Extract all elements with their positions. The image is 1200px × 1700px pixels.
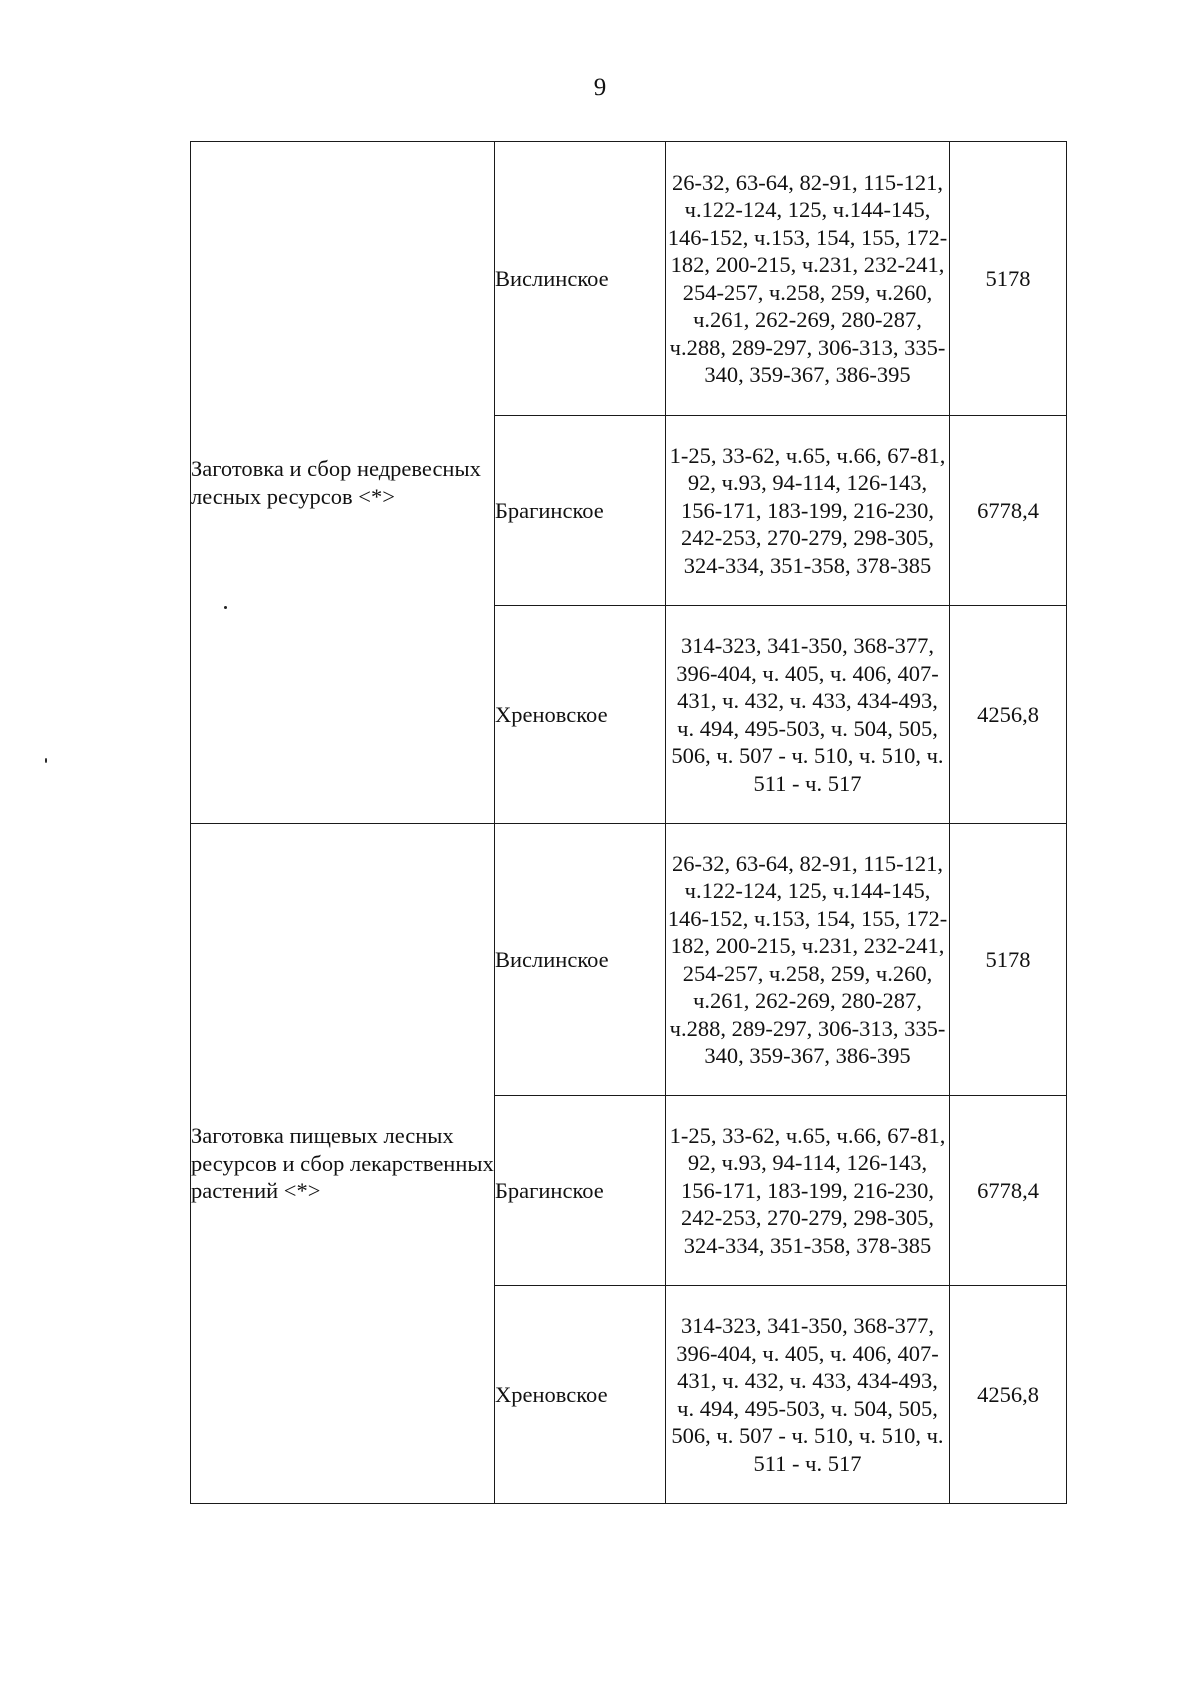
quarters-cell: 1-25, 33-62, ч.65, ч.66, 67-81, 92, ч.93, 94-114, 126-143, 156-171, 183-199, 216-230, 242-253, 270-279, 298-305, 324-334, 351-358, 378-385 — [666, 1096, 950, 1286]
forestry-cell: Брагинское — [495, 1096, 666, 1286]
quarters-cell: 26-32, 63-64, 82-91, 115-121, ч.122-124, 125, ч.144-145, 146-152, ч.153, 154, 155, 172-182, 200-215, ч.231, 232-241, 254-257, ч.258, 259, ч.260, ч.261, 262-269, 280-287, ч.288, 289-297, 306-313, 335-340, 359-367, 386-395 — [666, 142, 950, 416]
forestry-cell: Брагинское — [495, 416, 666, 606]
forestry-cell: Хреновское — [495, 1286, 666, 1504]
scan-speck — [224, 606, 227, 609]
quarters-cell: 314-323, 341-350, 368-377, 396-404, ч. 405, ч. 406, 407-431, ч. 432, ч. 433, 434-493, ч. 494, 495-503, ч. 504, 505, 506, ч. 507 - ч. 510, ч. 510, ч. 511 - ч. 517 — [666, 1286, 950, 1504]
activity-cell: Заготовка пищевых лесных ресурсов и сбор лекарственных растений <*> — [191, 824, 495, 1504]
area-cell: 5178 — [950, 824, 1067, 1096]
page-number: 9 — [593, 74, 607, 101]
quarters-cell: 314-323, 341-350, 368-377, 396-404, ч. 405, ч. 406, 407-431, ч. 432, ч. 433, 434-493, ч. 494, 495-503, ч. 504, 505, 506, ч. 507 - ч. 510, ч. 510, ч. 511 - ч. 517 — [666, 606, 950, 824]
activity-cell: Заготовка и сбор недревесных лесных ресурсов <*> — [191, 142, 495, 824]
forest-resources-table — [190, 141, 1067, 1504]
scan-speck — [45, 758, 47, 763]
quarters-cell: 1-25, 33-62, ч.65, ч.66, 67-81, 92, ч.93, 94-114, 126-143, 156-171, 183-199, 216-230, 242-253, 270-279, 298-305, 324-334, 351-358, 378-385 — [666, 416, 950, 606]
forestry-cell: Хреновское — [495, 606, 666, 824]
area-cell: 4256,8 — [950, 1286, 1067, 1504]
table-row — [191, 824, 1067, 1096]
table-row — [191, 142, 1067, 416]
area-cell: 4256,8 — [950, 606, 1067, 824]
forestry-cell: Вислинское — [495, 824, 666, 1096]
forestry-cell: Вислинское — [495, 142, 666, 416]
area-cell: 6778,4 — [950, 416, 1067, 606]
quarters-cell: 26-32, 63-64, 82-91, 115-121, ч.122-124, 125, ч.144-145, 146-152, ч.153, 154, 155, 172-182, 200-215, ч.231, 232-241, 254-257, ч.258, 259, ч.260, ч.261, 262-269, 280-287, ч.288, 289-297, 306-313, 335-340, 359-367, 386-395 — [666, 824, 950, 1096]
area-cell: 6778,4 — [950, 1096, 1067, 1286]
area-cell: 5178 — [950, 142, 1067, 416]
